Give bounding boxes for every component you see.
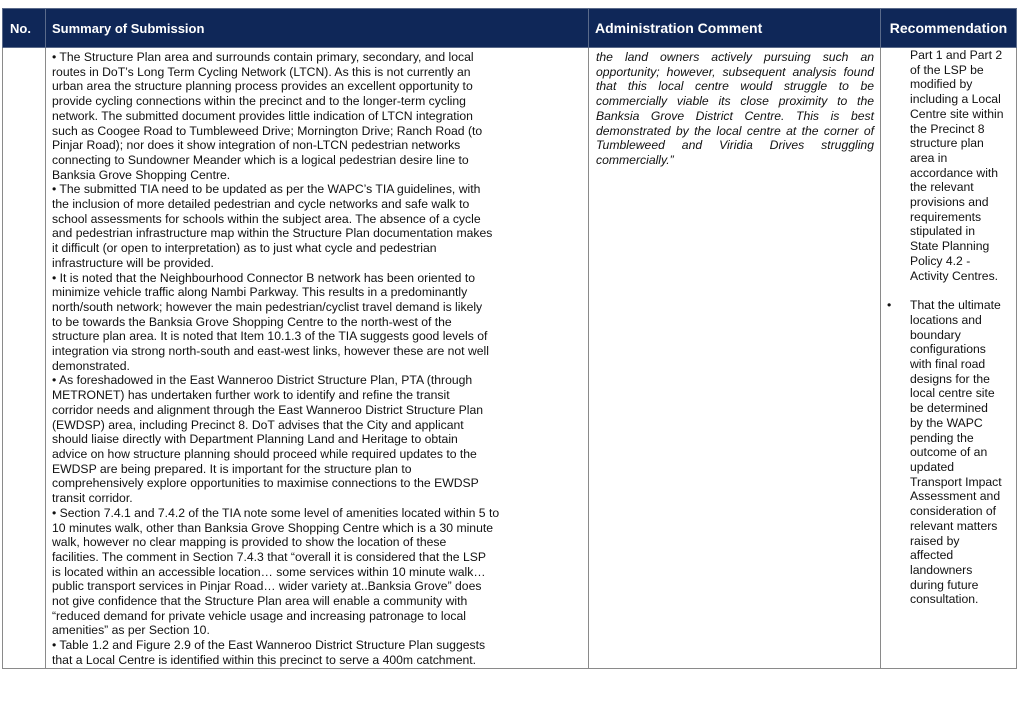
table-row (3, 48, 1017, 669)
header-summary: Summary of Submission (46, 9, 589, 48)
recommendation-item (881, 48, 1012, 283)
summary-cell (46, 48, 589, 669)
summary-text: • The Structure Plan area and surrounds contain primary, secondary, and local routes in DoT’s Long Term Cycling Network (LTCN). As this is not currently an urban area the structure planning process provides an excellent opportunity to provide cycling connections within the precinct and to the longer-term cycling network. The submitted document provides little indication of LTCN integration such as Coogee Road to Tumbleweed Drive; Mornington Drive; Ranch Road (to Pinjar Road); nor does it show integration of non-LTCN pedestrian networks connecting to Sundowner Meander which is a logical pedestrian desire line to Banksia Grove Shopping Centre. • The submitted TIA need to be updated as per the WAPC’s TIA guidelines, with the inclusion of more detailed pedestrian and cycle networks and safe walk to school assessments for schools within the subject area. The absence of a cycle and pedestrian infrastructure map within the Structure Plan documentation makes it difficult (or open to interpretation) as to just what cycle and pedestrian infrastructure will be provided. • It is noted that the Neighbourhood Connector B network has been oriented to minimize vehicle traffic along Nambi Parkway. This results in a predominantly north/south network; however the main pedestrian/cyclist travel demand is likely to be towards the Banksia Grove Shopping Centre to the north-west of the structure plan area. It is noted that Item 10.1.3 of the TIA suggests good levels of integration via strong north-south and east-west links, however these are not well demonstrated. • As foreshadowed in the East Wanneroo District Structure Plan, PTA (through METRONET) has undertaken further work to identify and refine the transit corridor needs and alignment through the East Wanneroo District Structure Plan (EWDSP) area, including Precinct 8. DoT advises that the City and applicant should liaise directly with Department Planning Land and Heritage to obtain advice on how structure planning should proceed while required updates to the EWDSP are being prepared. It is important for the structure plan to comprehensively explore opportunities to maximise connections to the EWDSP transit corridor. • Section 7.4.1 and 7.4.2 of the TIA note some level of amenities located within 5 to 10 minutes walk, other than Banksia Grove Shopping Centre which is a 30 minute walk, however no clear mapping is provided to show the location of these facilities. The comment in Section 7.4.3 that “overall it is considered that the LSP is located within an accessible location… some services within 10 minute walk… public transport services in Pinjar Road… wider variety at..Banksia Grove” does not give confidence that the Structure Plan area will enable a community with “reduced demand for private vehicle usage and increasing patronage to local amenities” as per Section 10. • Table 1.2 and Figure 2.9 of the East Wanneroo District Structure Plan suggests that a Local Centre is identified within this precinct to serve a 400m catchment. (52, 50, 500, 667)
recommendation-text: Part 1 and Part 2 of the LSP be modified by including a Local Centre site within the Precinct 8 structure plan area in accordance with the relevant provisions and requirements stipulated in State Planning Policy 4.2 - Activity Centres. (910, 48, 1004, 283)
header-no: No. (3, 9, 46, 48)
submissions-table (2, 8, 1017, 669)
header-recommendation: Recommendation (881, 9, 1017, 48)
recommendation-text: That the ultimate locations and boundary configurations with final road designs for the local centre site be determined by the WAPC pending the outcome of an updated Transport Impact Assessment and consideration of relevant matters raised by affected landowners during future consultation. (910, 298, 1002, 607)
recommendation-cell (881, 48, 1017, 669)
bullet-icon: • (887, 298, 892, 313)
header-admin-comment: Administration Comment (589, 9, 881, 48)
recommendation-item (881, 298, 1012, 607)
admin-comment-cell (589, 48, 881, 669)
admin-comment-text: the land owners actively pursuing such an opportunity; however, subsequent analysis found that this local centre would struggle to be commercially viable its close proximity to the Banksia Grove District Centre. This is best demonstrated by the local centre at the corner of Tumbleweed and Viridia Drives struggling commercially.” (596, 50, 874, 167)
row-number-cell (3, 48, 46, 669)
table-header-row (3, 9, 1017, 48)
